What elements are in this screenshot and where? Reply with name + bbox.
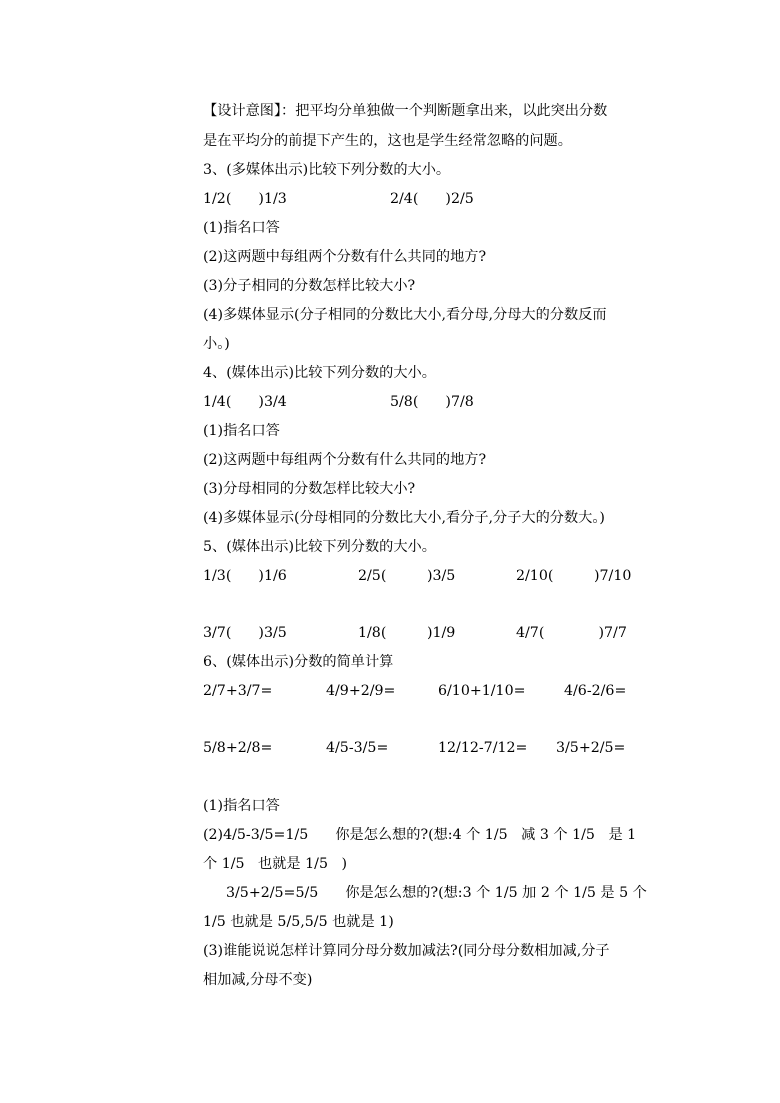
s6-row1-expr-1: 2/7+3/7= <box>203 683 273 699</box>
s6-q3-line-1: (3)谁能说说怎样计算同分母分数加减法?(同分母分数相加减,分子 <box>203 943 610 959</box>
s6-row2-expr-2: 4/5-3/5= <box>326 740 389 756</box>
s6-q2-line-4: 1/5 也就是 5/5,5/5 也就是 1) <box>203 914 394 930</box>
s3-q1: (1)指名口答 <box>203 220 280 236</box>
s5-row1-expr-2: 2/5( )3/5 <box>358 568 456 584</box>
s3-q2: (2)这两题中每组两个分数有什么共同的地方? <box>203 249 487 265</box>
s3-expr-2: 2/4( )2/5 <box>390 191 474 207</box>
s4-q1: (1)指名口答 <box>203 423 280 439</box>
s4-q2: (2)这两题中每组两个分数有什么共同的地方? <box>203 452 487 468</box>
s5-row2-expr-1: 3/7( )3/5 <box>203 625 287 641</box>
s5-row2-expr-3: 4/7( )7/7 <box>516 625 627 641</box>
section-6-title: 6、(媒体出示)分数的简单计算 <box>203 654 394 670</box>
s3-expr-1: 1/2( )1/3 <box>203 191 287 207</box>
s6-q3-line-2: 相加减,分母不变) <box>203 972 313 988</box>
s6-q2-line-2: 个 1/5 也就是 1/5 ) <box>203 856 348 872</box>
s6-row2-expr-3: 12/12-7/12= <box>438 740 528 756</box>
s4-expr-2: 5/8( )7/8 <box>390 394 474 410</box>
section-3-title: 3、(多媒体出示)比较下列分数的大小。 <box>203 162 451 178</box>
s4-q3: (3)分母相同的分数怎样比较大小? <box>203 481 416 497</box>
s3-q3: (3)分子相同的分数怎样比较大小? <box>203 278 416 294</box>
s6-q1: (1)指名口答 <box>203 798 280 814</box>
s4-q4: (4)多媒体显示(分母相同的分数比大小,看分子,分子大的分数大。) <box>203 510 605 526</box>
s4-expr-1: 1/4( )3/4 <box>203 394 287 410</box>
s6-row1-expr-4: 4/6-2/6= <box>564 683 627 699</box>
s6-q2-line-1: (2)4/5-3/5=1/5 你是怎么想的?(想:4 个 1/5 减 3 个 1/5 是 1 <box>203 827 637 843</box>
design-intent-line-1: 【设计意图】：把平均分单独做一个判断题拿出来，以此突出分数 <box>203 103 608 119</box>
s3-q4-line-1: (4)多媒体显示(分子相同的分数比大小,看分母,分母大的分数反而 <box>203 307 607 323</box>
s6-row2-expr-1: 5/8+2/8= <box>203 740 273 756</box>
design-intent-line-2: 是在平均分的前提下产生的，这也是学生经常忽略的问题。 <box>203 133 572 149</box>
s5-row1-expr-1: 1/3( )1/6 <box>203 568 287 584</box>
s6-row1-expr-2: 4/9+2/9= <box>326 683 396 699</box>
s5-row1-expr-3: 2/10( )7/10 <box>516 568 632 584</box>
section-4-title: 4、(媒体出示)比较下列分数的大小。 <box>203 365 436 381</box>
s6-row1-expr-3: 6/10+1/10= <box>438 683 526 699</box>
s3-q4-line-2: 小。) <box>203 336 230 352</box>
s6-row2-expr-4: 3/5+2/5= <box>556 740 626 756</box>
s5-row2-expr-2: 1/8( )1/9 <box>358 625 456 641</box>
section-5-title: 5、(媒体出示)比较下列分数的大小。 <box>203 539 436 555</box>
s6-q2-line-3: 3/5+2/5=5/5 你是怎么想的?(想:3 个 1/5 加 2 个 1/5 是 5 个 <box>226 885 647 901</box>
